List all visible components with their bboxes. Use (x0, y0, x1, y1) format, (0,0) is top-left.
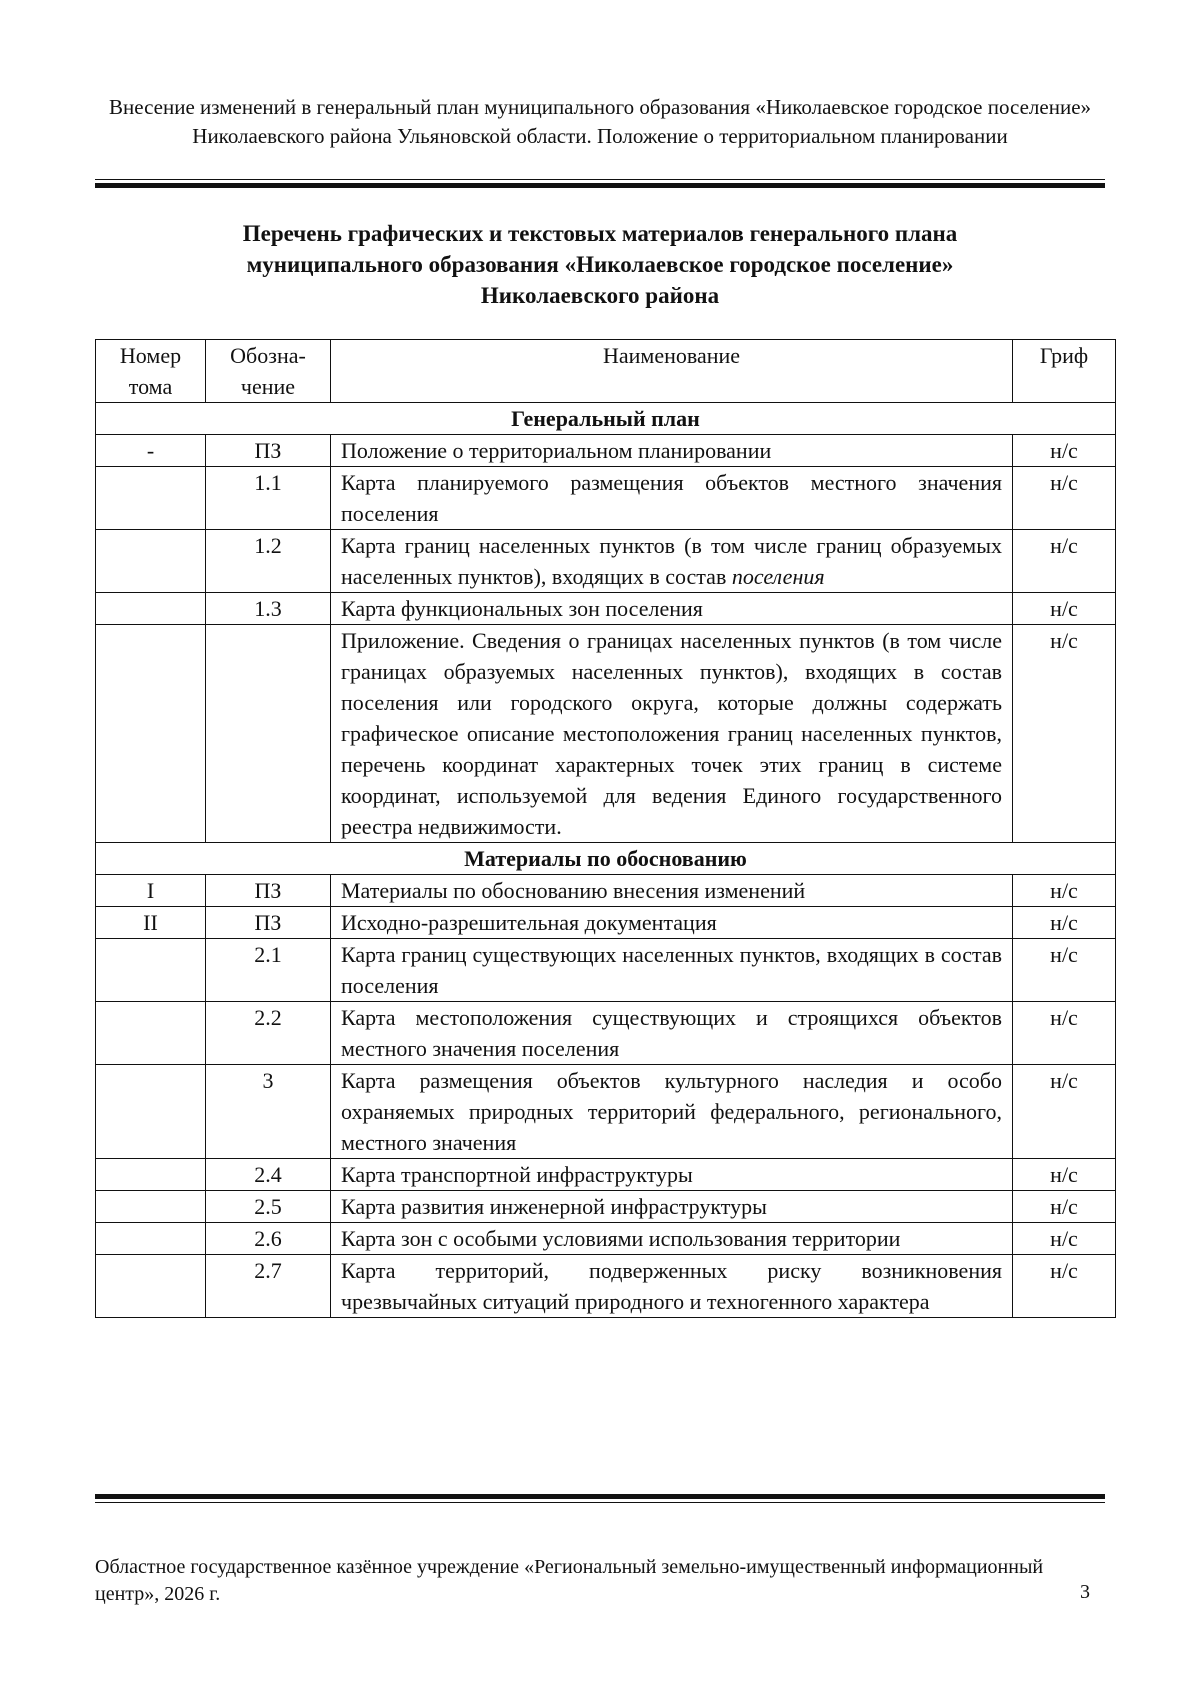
section-title: Материалы по обоснованию (96, 843, 1116, 875)
code-cell: 2.7 (206, 1255, 331, 1318)
title-line-3: Николаевского района (480, 283, 720, 308)
name-cell: Материалы по обоснованию внесения изменений (331, 875, 1013, 907)
code-cell (206, 625, 331, 843)
code-cell: 1.3 (206, 593, 331, 625)
code-cell: 1.2 (206, 530, 331, 593)
running-footer: Областное государственное казённое учреждение «Региональный земельно-имущественный информационный центр», 2026 г. (95, 1556, 1044, 1605)
col-header-grif: Гриф (1013, 340, 1116, 403)
volume-cell (96, 1002, 206, 1065)
title-line-2: муниципального образования «Николаевское городское поселение» (246, 252, 954, 277)
code-cell: 2.5 (206, 1191, 331, 1223)
name-cell: Карта территорий, подверженных риску возникновения чрезвычайных ситуаций природного и техногенного характера (331, 1255, 1013, 1318)
code-cell: 3 (206, 1065, 331, 1159)
name-cell (331, 530, 1013, 593)
volume-cell: I (96, 875, 206, 907)
footer-rule-thin (95, 1502, 1105, 1503)
grif-cell: н/с (1013, 1159, 1116, 1191)
table-row (96, 1223, 1116, 1255)
code-cell: 2.1 (206, 939, 331, 1002)
volume-cell: II (96, 907, 206, 939)
name-cell: Карта транспортной инфраструктуры (331, 1159, 1013, 1191)
section-title: Генеральный план (96, 403, 1116, 435)
document-title (95, 218, 1105, 311)
name-text: Карта границ населенных пунктов (в том числе границ образуемых населенных пунктов), входящих в состав (341, 533, 1002, 589)
header-rule-thin (95, 179, 1105, 180)
volume-cell (96, 530, 206, 593)
volume-cell (96, 1065, 206, 1159)
code-cell: ПЗ (206, 435, 331, 467)
col-header-name: Наименование (331, 340, 1013, 403)
volume-cell (96, 939, 206, 1002)
name-cell: Исходно-разрешительная документация (331, 907, 1013, 939)
grif-cell: н/с (1013, 1223, 1116, 1255)
table-row (96, 1002, 1116, 1065)
title-line-1: Перечень графических и текстовых материалов генерального плана (242, 221, 958, 246)
name-cell: Карта развития инженерной инфраструктуры (331, 1191, 1013, 1223)
grif-cell: н/с (1013, 435, 1116, 467)
name-cell: Карта границ существующих населенных пунктов, входящих в состав поселения (331, 939, 1013, 1002)
volume-cell (96, 467, 206, 530)
section-row (96, 403, 1116, 435)
grif-cell: н/с (1013, 1191, 1116, 1223)
materials-table (95, 339, 1116, 1318)
table-row (96, 1159, 1116, 1191)
grif-cell: н/с (1013, 1255, 1116, 1318)
table-row (96, 1065, 1116, 1159)
volume-cell (96, 1223, 206, 1255)
name-cell: Карта размещения объектов культурного наследия и особо охраняемых природных территорий федерального, регионального, местного значения (331, 1065, 1013, 1159)
volume-cell (96, 625, 206, 843)
table-row (96, 625, 1116, 843)
code-cell: ПЗ (206, 907, 331, 939)
grif-cell: н/с (1013, 593, 1116, 625)
code-cell: 2.4 (206, 1159, 331, 1191)
name-text-italic: поселения (731, 564, 825, 589)
volume-cell: - (96, 435, 206, 467)
grif-cell: н/с (1013, 1065, 1116, 1159)
page-number: 3 (1080, 1581, 1090, 1603)
name-cell: Карта планируемого размещения объектов местного значения поселения (331, 467, 1013, 530)
name-cell: Карта функциональных зон поселения (331, 593, 1013, 625)
table-row (96, 1255, 1116, 1318)
col-header-code: Обозна-чение (206, 340, 331, 403)
table-header-row (96, 340, 1116, 403)
running-header: Внесение изменений в генеральный план муниципального образования «Николаевское городское поселение» Николаевского района Ульяновской области. Положение о территориальном планировании (108, 95, 1092, 148)
grif-cell: н/с (1013, 530, 1116, 593)
volume-cell (96, 1159, 206, 1191)
name-cell: Карта местоположения существующих и строящихся объектов местного значения поселения (331, 1002, 1013, 1065)
name-cell: Карта зон с особыми условиями использования территории (331, 1223, 1013, 1255)
grif-cell: н/с (1013, 625, 1116, 843)
name-cell: Приложение. Сведения о границах населенных пунктов (в том числе границах образуемых населенных пунктов), входящих в состав поселения или городского округа, которые должны содержать графическое описание местоположения границ населенных пунктов, перечень координат характерных точек этих границ в системе координат, используемой для ведения Единого государственного реестра недвижимости. (331, 625, 1013, 843)
code-cell: ПЗ (206, 875, 331, 907)
grif-cell: н/с (1013, 1002, 1116, 1065)
table-row (96, 907, 1116, 939)
volume-cell (96, 593, 206, 625)
name-cell: Положение о территориальном планировании (331, 435, 1013, 467)
table-row (96, 467, 1116, 530)
table-row (96, 875, 1116, 907)
header-rule-thick (95, 183, 1105, 188)
code-cell: 2.2 (206, 1002, 331, 1065)
table-row (96, 1191, 1116, 1223)
table-row (96, 530, 1116, 593)
volume-cell (96, 1191, 206, 1223)
footer-rule-thick (95, 1494, 1105, 1499)
grif-cell: н/с (1013, 939, 1116, 1002)
grif-cell: н/с (1013, 875, 1116, 907)
section-row (96, 843, 1116, 875)
grif-cell: н/с (1013, 467, 1116, 530)
code-cell: 1.1 (206, 467, 331, 530)
table-row (96, 939, 1116, 1002)
col-header-volume: Номер тома (96, 340, 206, 403)
volume-cell (96, 1255, 206, 1318)
table-row (96, 435, 1116, 467)
grif-cell: н/с (1013, 907, 1116, 939)
code-cell: 2.6 (206, 1223, 331, 1255)
table-row (96, 593, 1116, 625)
